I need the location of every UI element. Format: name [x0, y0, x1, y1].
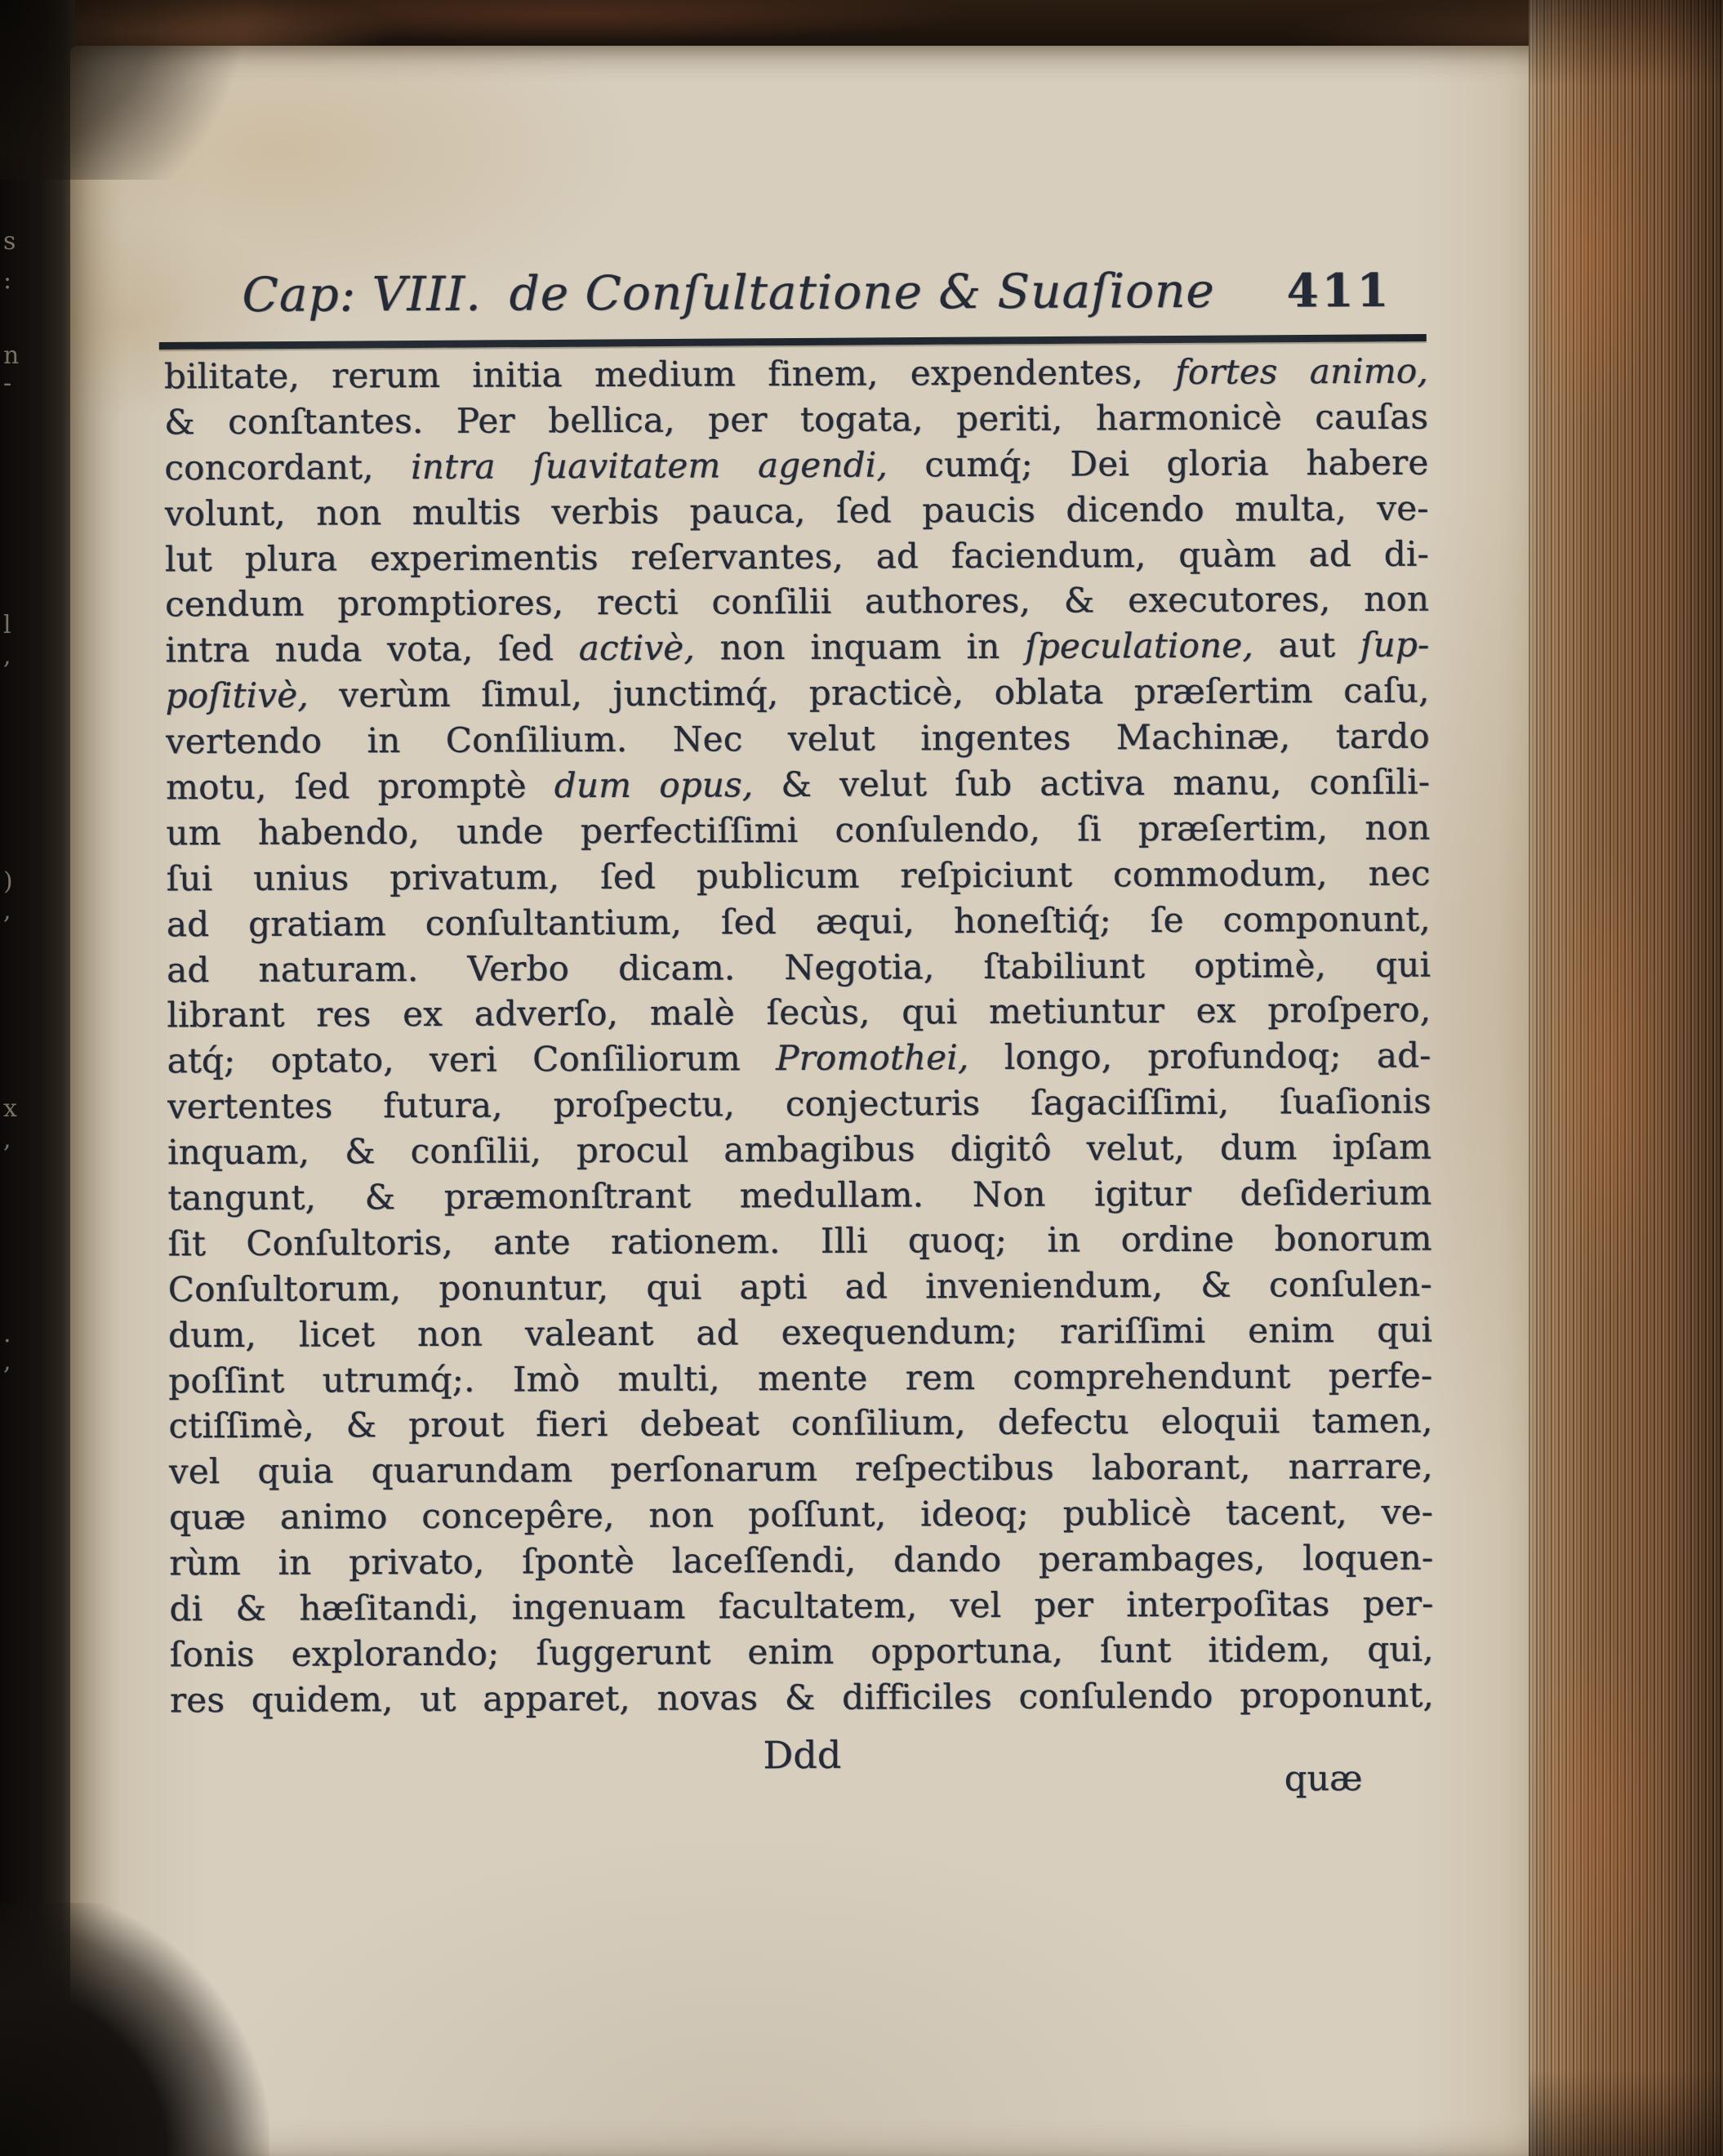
edge-mark: , [3, 1348, 11, 1376]
edge-mark: ) [3, 867, 13, 896]
text-line: dum, licet non valeant ad exequendum; rariſſimi enim qui [168, 1309, 1433, 1356]
page-number: 411 [1286, 263, 1392, 318]
chapter-heading: Cap: VIII. [242, 265, 482, 323]
text-line: intra nuda vota, ſed activè, non inquam in ſpeculatione, aut ſup- [165, 624, 1430, 670]
edge-mark: s [3, 227, 16, 256]
text-line: ad naturam. Verbo dicam. Negotia, ſtabiliunt optimè, qui [167, 944, 1431, 990]
edge-mark: : [3, 266, 12, 295]
edge-mark: l [3, 611, 11, 639]
text-line: & conſtantes. Per bellica, per togata, periti, harmonicè cauſas [164, 396, 1429, 443]
text-line: um habendo, unde perfectiſſimi conſulendo, ſi præſertim, non [166, 807, 1431, 853]
chapter-title: de Conſultatione & Suaſione [509, 262, 1215, 322]
body-text [164, 351, 1434, 1726]
binding-corner-bottom-left [0, 1903, 269, 2156]
facing-page-edge-text [0, 0, 52, 2156]
text-line: res quidem, ut apparet, novas & difficiles conſulendo proponunt, [169, 1674, 1435, 1721]
edge-mark: , [3, 897, 11, 925]
text-line: inquam, & conſilii, procul ambagibus digitô velut, dum ipſam [167, 1126, 1432, 1173]
text-line: vel quia quarundam perſonarum reſpectibus laborant, narrare, [168, 1446, 1433, 1492]
text-line: motu, ſed promptè dum opus, & velut ſub activa manu, conſili- [166, 761, 1431, 808]
edge-mark: x [3, 1094, 17, 1123]
text-line: librant res ex adverſo, malè ſecùs, qui metiuntur ex proſpero, [167, 990, 1431, 1036]
text-line: tangunt, & præmonſtrant medullam. Non igitur deſiderium [167, 1172, 1432, 1218]
edge-mark: , [3, 1125, 11, 1154]
page-content [163, 43, 1435, 1832]
text-line: lut plura experimentis reſervantes, ad faciendum, quàm ad di- [164, 533, 1430, 579]
text-line: ad gratiam conſultantium, ſed æqui, honeſtiq́; ſe componunt, [166, 898, 1431, 945]
text-line: bilitate, rerum initia medium finem, expendentes, fortes animo, [163, 350, 1429, 397]
text-line: volunt, non multis verbis pauca, ſed paucis dicendo multa, ve- [164, 488, 1429, 534]
signature-mark: Ddd [763, 1732, 842, 1777]
text-line: vertentes futura, proſpectu, conjecturis ſagaciſſimi, ſuaſionis [167, 1080, 1431, 1127]
book-page [70, 46, 1563, 2156]
text-line: poſſint utrumq́;. Imò multi, mente rem comprehendunt perfe- [168, 1355, 1433, 1401]
text-line: rùm in privato, ſpontè laceſſendi, dando perambages, loquen- [169, 1537, 1434, 1584]
text-line: cendum promptiores, recti conſilii authores, & executores, non [165, 579, 1430, 625]
text-line: quæ animo concepêre, non poſſunt, ideoq; publicè tacent, ve- [168, 1491, 1434, 1538]
text-line: ſit Conſultoris, ante rationem. Illi quoq; in ordine bonorum [167, 1218, 1432, 1264]
binding-corner-top-left [0, 0, 294, 180]
running-header [163, 262, 1427, 323]
text-line: poſitivè, verùm ſimul, junctimq́, practicè, oblata præſertim caſu, [165, 670, 1430, 716]
text-line: atq́; optato, veri Conſiliorum Promothei, longo, profundoq; ad- [167, 1035, 1431, 1081]
text-line: ſonis explorando; ſuggerunt enim opportuna, ſunt itidem, qui, [169, 1628, 1434, 1675]
text-line: Conſultorum, ponuntur, qui apti ad inveniendum, & conſulen- [167, 1263, 1432, 1310]
edge-mark: , [3, 642, 11, 670]
header-rule [159, 334, 1427, 350]
text-line: di & hæſitandi, ingenuam facultatem, vel per interpoſitas per- [169, 1583, 1434, 1629]
edge-mark: . [3, 1320, 11, 1348]
text-line: concordant, intra ſuavitatem agendi, cumq́; Dei gloria habere [164, 442, 1429, 488]
page-fore-edge [1529, 0, 1723, 2156]
catchword: quæ [1284, 1757, 1363, 1800]
edge-mark: n [3, 341, 20, 370]
edge-mark: - [3, 369, 12, 398]
text-line: ctiſſimè, & prout fieri debeat conſilium, defectu eloquii tamen, [168, 1401, 1433, 1446]
page-footer [170, 1720, 1435, 1832]
text-line: ſui unius privatum, ſed publicum reſpiciunt commodum, nec [166, 853, 1431, 899]
text-line: vertendo in Conſilium. Nec velut ingentes Machinæ, tardo [165, 715, 1431, 762]
